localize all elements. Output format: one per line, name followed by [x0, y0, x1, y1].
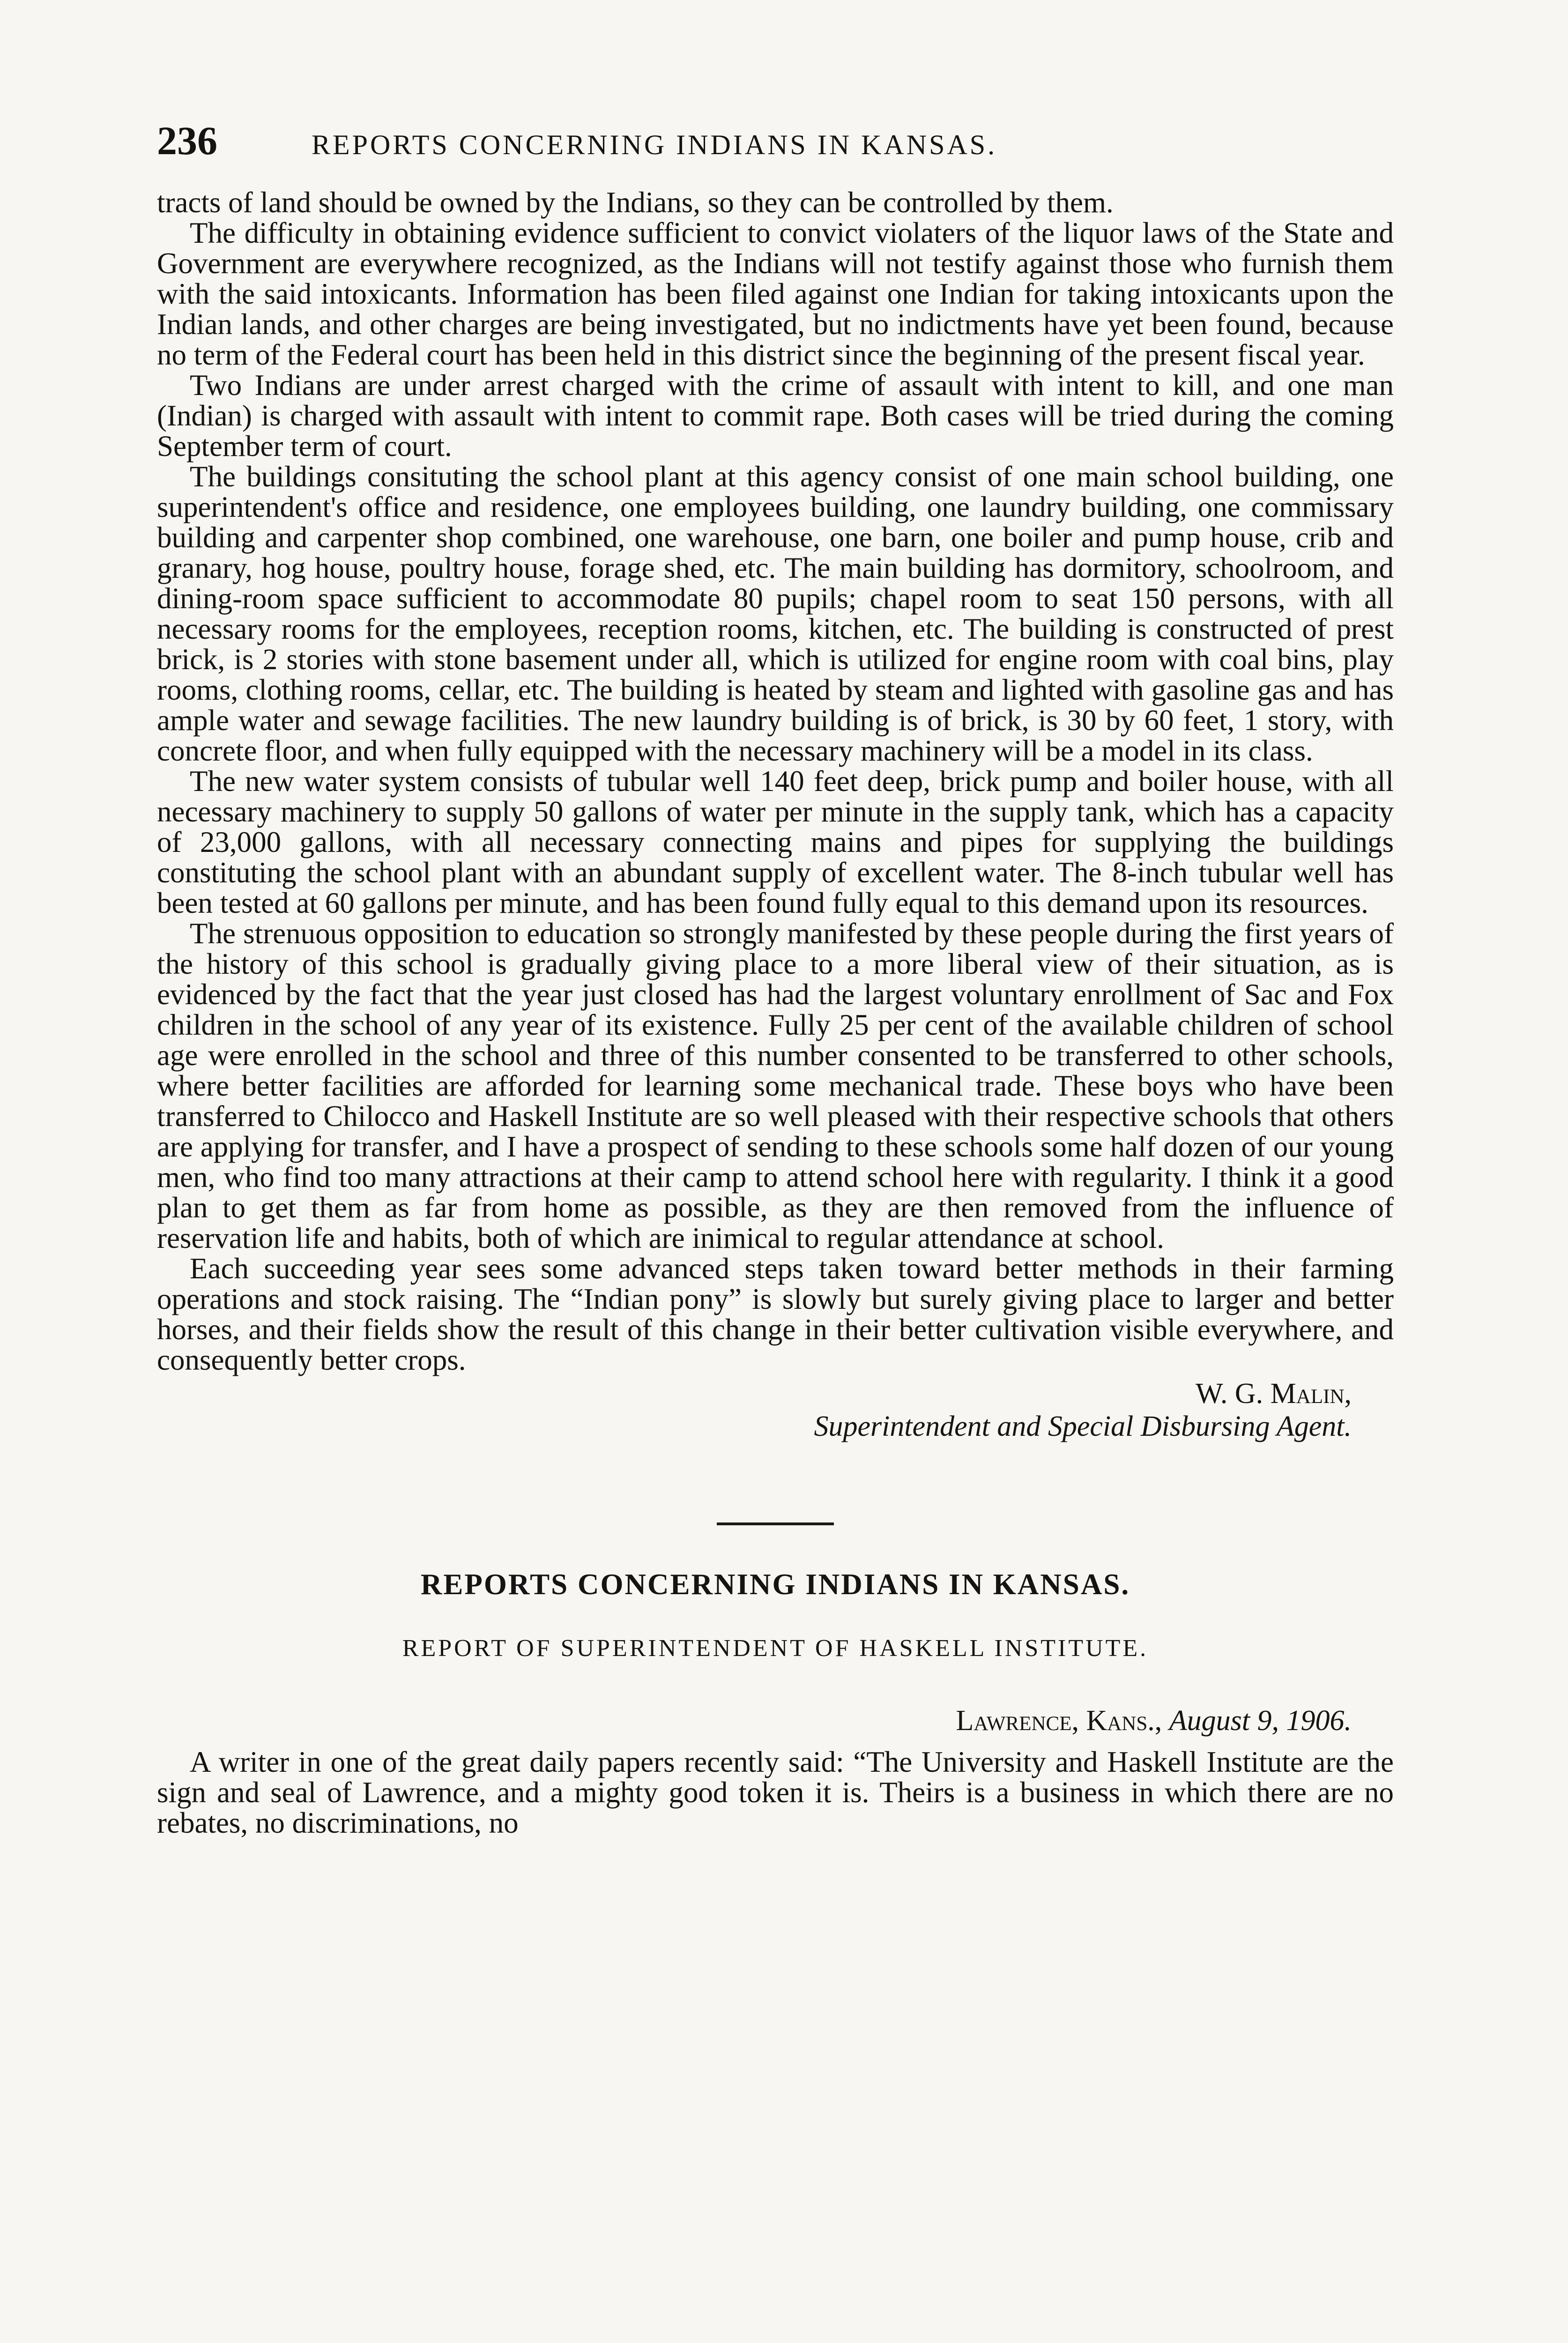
paragraph: The difficulty in obtaining evidence sufficient to convict violaters of the liquor laws of the State and Government are everywhere recognized, as the Indians will not testify against those who furnish them with the said intoxicants. Information has been filed against one Indian for taking intoxicants upon the Indian lands, and other charges are being investigated, but no indictments have yet been found, because no term of the Federal court has been held in this district since the beginning of the present fiscal year.: [157, 216, 1394, 371]
dateline-date: August 9, 1906.: [1169, 1705, 1352, 1737]
report-body: [157, 187, 1394, 1375]
page-header: [157, 117, 1394, 169]
section-divider: [717, 1522, 834, 1525]
paragraph: The strenuous opposition to education so strongly manifested by these people during the first years of the history of this school is gradually giving place to a more liberal view of their situation, as is evidenced by the fact that the year just closed has had the largest voluntary enrollment of Sac and Fox children in the school of any year of its existence. Fully 25 per cent of the available children of school age were enrolled in the school and three of this number consented to be transferred to other schools, where better facilities are afforded for learning some mechanical trade. These boys who have been transferred to Chilocco and Haskell Institute are so well pleased with their respective schools that others are applying for transfer, and I have a prospect of sending to these schools some half dozen of our young men, who find too many attractions at their camp to attend school here with regularity. I think it a good plan to get them as far from home as possible, as they are then removed from the influence of reservation life and habits, both of which are inimical to regular attendance at school.: [157, 917, 1394, 1254]
running-head: REPORTS CONCERNING INDIANS IN KANSAS.: [312, 129, 997, 160]
section-title: REPORTS CONCERNING INDIANS IN KANSAS.: [420, 1568, 1130, 1601]
dateline-place: Lawrence, Kans.,: [956, 1705, 1162, 1737]
paragraph: The new water system consists of tubular well 140 feet deep, brick pump and boiler house, with all necessary machinery to supply 50 gallons of water per minute in the supply tank, which has a capacity of 23,000 gallons, with all necessary connecting mains and pipes for supplying the buildings constituting the school plant with an abundant supply of excellent water. The 8-inch tubular well has been tested at 60 gallons per minute, and has been found fully equal to this demand upon its resources.: [157, 765, 1394, 919]
signature-name: W. G. Malin,: [1196, 1378, 1352, 1410]
paragraph: Each succeeding year sees some advanced steps taken toward better methods in their farming operations and stock raising. The “Indian pony” is slowly but surely giving place to larger and better horses, and their fields show the result of this change in their better cultivation visible everywhere, and consequently better crops.: [157, 1252, 1394, 1376]
page-number: 236: [157, 118, 217, 163]
document-page: [157, 117, 1394, 1838]
paragraph: tracts of land should be owned by the Indians, so they can be controlled by them.: [157, 186, 1114, 219]
section-subtitle: REPORT OF SUPERINTENDENT OF HASKELL INSTITUTE.: [402, 1635, 1149, 1662]
paragraph: The buildings consituting the school plant at this agency consist of one main school building, one superintendent's office and residence, one employees building, one laundry building, one commissary building and carpenter shop combined, one warehouse, one barn, one boiler and pump house, crib and granary, hog house, poultry house, forage shed, etc. The main building has dormitory, schoolroom, and dining-room space sufficient to accommodate 80 pupils; chapel room to seat 150 persons, with all necessary rooms for the employees, reception rooms, kitchen, etc. The building is constructed of prest brick, is 2 stories with stone basement under all, which is utilized for engine room with coal bins, play rooms, clothing rooms, cellar, etc. The building is heated by steam and lighted with gasoline gas and has ample water and sewage facilities. The new laundry building is of brick, is 30 by 60 feet, 1 story, with concrete floor, and when fully equipped with the necessary machinery will be a model in its class.: [157, 460, 1394, 767]
haskell-report-body: [157, 1747, 1394, 1838]
dateline: [157, 1704, 1394, 1738]
paragraph: A writer in one of the great daily papers recently said: “The University and Haskell Institute are the sign and seal of Lawrence, and a mighty good token it is. Theirs is a business in which there are no rebates, no discriminations, no: [157, 1746, 1394, 1839]
signature-title: Superintendent and Special Disbursing Agent.: [814, 1410, 1352, 1442]
signature-block: [157, 1377, 1394, 1443]
paragraph: Two Indians are under arrest charged with the crime of assault with intent to kill, and one man (Indian) is charged with assault with intent to commit rape. Both cases will be tried during the coming September term of court.: [157, 369, 1394, 463]
